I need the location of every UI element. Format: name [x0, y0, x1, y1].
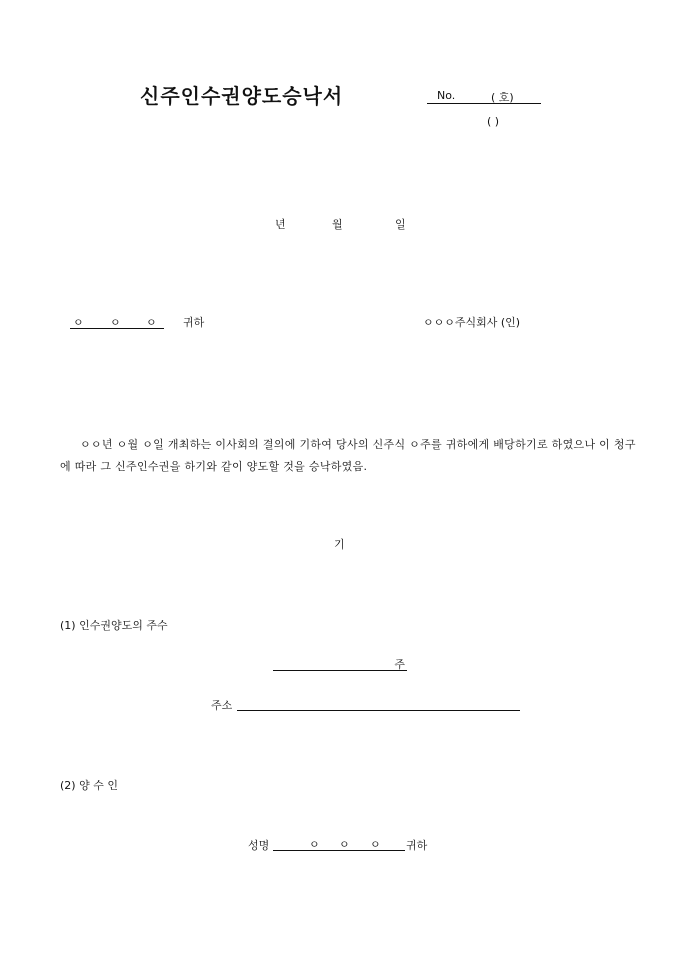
document-number-label: No.	[437, 89, 456, 102]
transferee-mark-1: ㅇ	[309, 838, 320, 851]
section1-heading: (1) 인수권양도의 주수	[60, 619, 168, 632]
recipient-honorific: 귀하	[183, 316, 205, 329]
address-label: 주소	[211, 699, 233, 712]
address-line	[237, 696, 520, 711]
body-paragraph	[60, 434, 640, 478]
recipient-mark-3: ㅇ	[146, 316, 157, 329]
transferee-name-line	[273, 836, 405, 851]
date-year: 년	[275, 218, 286, 231]
name-label: 성명	[248, 839, 270, 852]
gi-heading: 기	[334, 538, 345, 551]
document-number-field	[427, 89, 541, 104]
company-name: ㅇㅇㅇ주식회사 (인)	[423, 316, 521, 329]
document-number-paren: ( )	[487, 115, 500, 128]
transferee-honorific: 귀하	[406, 839, 428, 852]
body-text: ㅇㅇ년 ㅇ월 ㅇ일 개최하는 이사회의 결의에 기하여 당사의 신주식 ㅇ주를 귀하에게 배당하기로 하였으나 이 청구에 따라 그 신주인수권을 하기와 같이 양도할 것을 승낙하였음.	[60, 438, 636, 473]
shares-line	[273, 656, 407, 671]
document-number-suffix: ( 호)	[491, 91, 514, 104]
section2-heading: (2) 양 수 인	[60, 779, 118, 792]
date-month: 월	[332, 218, 343, 231]
recipient-mark-1: ㅇ	[73, 316, 84, 329]
recipient-name-line	[70, 314, 164, 329]
shares-unit: 주	[394, 658, 405, 671]
date-day: 일	[395, 218, 406, 231]
transferee-mark-3: ㅇ	[370, 838, 381, 851]
recipient-mark-2: ㅇ	[110, 316, 121, 329]
transferee-mark-2: ㅇ	[339, 838, 350, 851]
document-title: 신주인수권양도승낙서	[140, 84, 344, 108]
